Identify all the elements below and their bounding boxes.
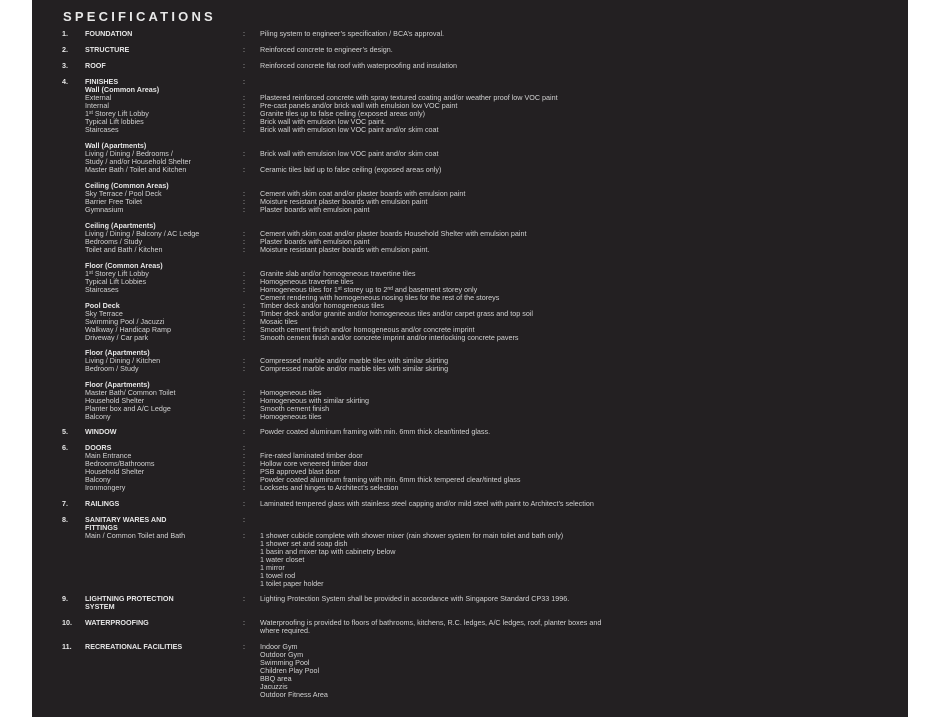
section-number: 6. <box>62 443 68 452</box>
finish-value: Smooth cement finish and/or concrete imprint and/or interlocking concrete pavers <box>260 333 519 342</box>
colon: : <box>243 325 245 334</box>
finish-subheading: Pool Deck <box>85 301 120 310</box>
colon: : <box>243 189 245 198</box>
section-heading: WATERPROOFING <box>85 618 149 627</box>
section-number: 4. <box>62 77 68 86</box>
colon: : <box>243 618 245 627</box>
colon: : <box>243 229 245 238</box>
section-number: 5. <box>62 427 68 436</box>
colon: : <box>243 165 245 174</box>
finish-label: Living / Dining / Kitchen <box>85 356 161 365</box>
finish-value: Brick wall with emulsion low VOC paint and/or skim coat <box>260 149 439 158</box>
finish-label: Balcony <box>85 412 111 421</box>
finish-subheading: Floor (Apartments) <box>85 348 150 357</box>
section-number: 10. <box>62 618 72 627</box>
section-number: 9. <box>62 594 68 603</box>
colon: : <box>243 333 245 342</box>
door-value: PSB approved blast door <box>260 467 340 476</box>
sanitary-label: Main / Common Toilet and Bath <box>85 531 186 540</box>
section-heading: DOORS <box>85 443 112 452</box>
section-number: 3. <box>62 61 68 70</box>
finish-value: Compressed marble and/or marble tiles with similar skirting <box>260 364 449 373</box>
finish-label: Walkway / Handicap Ramp <box>85 325 172 334</box>
facility-item: Outdoor Fitness Area <box>260 690 328 699</box>
finish-value: Granite tiles up to false ceiling (exposed areas only) <box>260 109 426 118</box>
finish-value: Homogeneous tiles <box>260 388 322 397</box>
section-heading: LIGHTNING PROTECTION <box>85 594 174 603</box>
section-heading: RAILINGS <box>85 499 120 508</box>
superscript: st <box>89 270 93 276</box>
colon: : <box>243 29 245 38</box>
finish-value: Moisture resistant plaster boards with emulsion paint. <box>260 245 430 254</box>
section-heading: RECREATIONAL FACILITIES <box>85 642 183 651</box>
colon: : <box>243 101 245 110</box>
finish-value: Homogeneous with similar skirting <box>260 396 370 405</box>
facility-item: Jacuzzis <box>260 682 288 691</box>
finish-label: Swimming Pool / Jacuzzi <box>85 317 165 326</box>
finish-value: Cement with skim coat and/or plaster boards Household Shelter with emulsion paint <box>260 229 527 238</box>
section-value: Reinforced concrete flat roof with waterproofing and insulation <box>260 61 457 70</box>
section-heading: ROOF <box>85 61 106 70</box>
colon: : <box>243 77 245 86</box>
finish-label: Sky Terrace / Pool Deck <box>85 189 162 198</box>
colon: : <box>243 404 245 413</box>
colon: : <box>243 117 245 126</box>
door-value: Fire-rated laminated timber door <box>260 451 363 460</box>
finish-label: Typical Lift Lobbies <box>85 277 147 286</box>
finish-value: Homogeneous tiles <box>260 412 322 421</box>
finish-value: Plaster boards with emulsion paint <box>260 237 370 246</box>
finish-label: External <box>85 93 112 102</box>
finish-label: Barrier Free Toilet <box>85 197 142 206</box>
colon: : <box>243 459 245 468</box>
colon: : <box>243 412 245 421</box>
text-fragment: and basement storey only <box>392 285 478 294</box>
colon: : <box>243 388 245 397</box>
colon: : <box>243 125 245 134</box>
section-heading: STRUCTURE <box>85 45 130 54</box>
colon: : <box>243 317 245 326</box>
facility-item: Children Play Pool <box>260 666 320 675</box>
colon: : <box>243 499 245 508</box>
section-heading: SYSTEM <box>85 602 115 611</box>
finish-value: Ceramic tiles laid up to false ceiling (exposed areas only) <box>260 165 442 174</box>
finish-value: Cement rendering with homogeneous nosing tiles for the rest of the storeys <box>260 293 500 302</box>
finish-label: Bedrooms / Study <box>85 237 143 246</box>
section-heading: WINDOW <box>85 427 117 436</box>
facility-item: Swimming Pool <box>260 658 310 667</box>
colon: : <box>243 594 245 603</box>
section-value: where required. <box>260 626 310 635</box>
sanitary-item: 1 towel rod <box>260 571 296 580</box>
finish-value: Smooth cement finish <box>260 404 330 413</box>
door-value: Powder coated aluminum framing with min. 6mm thick tempered clear/tinted glass <box>260 475 521 484</box>
finish-subheading: Ceiling (Common Areas) <box>85 181 169 190</box>
section-heading: SANITARY WARES AND <box>85 515 167 524</box>
section-value: Laminated tempered glass with stainless steel capping and/or mild steel with paint to Architect’s selection <box>260 499 594 508</box>
facility-item: Outdoor Gym <box>260 650 304 659</box>
section-heading: FITTINGS <box>85 523 118 532</box>
text-fragment: 1 <box>85 269 89 278</box>
finish-label: Bedroom / Study <box>85 364 139 373</box>
colon: : <box>243 149 245 158</box>
section-number: 2. <box>62 45 68 54</box>
door-value: Hollow core veneered timber door <box>260 459 368 468</box>
finish-value: Smooth cement finish and/or homogeneous and/or concrete imprint <box>260 325 475 334</box>
finish-label: Master Bath / Toilet and Kitchen <box>85 165 187 174</box>
section-value: Waterproofing is provided to floors of bathrooms, kitchens, R.C. ledges, A/C ledges, roof, planter boxes and <box>260 618 602 627</box>
finish-value: Granite slab and/or homogeneous travertine tiles <box>260 269 416 278</box>
finish-label: Sky Terrace <box>85 309 123 318</box>
finish-label: Driveway / Car park <box>85 333 149 342</box>
finish-subheading: Floor (Common Areas) <box>85 261 163 270</box>
section-value: Lighting Protection System shall be provided in accordance with Singapore Standard CP33 1996. <box>260 594 570 603</box>
colon: : <box>243 451 245 460</box>
text-fragment: 1 <box>85 109 89 118</box>
sanitary-item: 1 mirror <box>260 563 285 572</box>
colon: : <box>243 356 245 365</box>
sanitary-item: 1 water closet <box>260 555 305 564</box>
sanitary-item: 1 shower set and soap dish <box>260 539 348 548</box>
finish-value: Moisture resistant plaster boards with emulsion paint <box>260 197 428 206</box>
superscript: st <box>337 286 342 292</box>
door-label: Household Shelter <box>85 467 145 476</box>
door-label: Balcony <box>85 475 111 484</box>
sanitary-item: 1 shower cubicle complete with shower mixer (rain shower system for main toilet and bath only) <box>260 531 564 540</box>
finish-value: Compressed marble and/or marble tiles with similar skirting <box>260 356 449 365</box>
colon: : <box>243 364 245 373</box>
section-number: 8. <box>62 515 68 524</box>
section-value: Reinforced concrete to engineer’s design. <box>260 45 393 54</box>
colon: : <box>243 45 245 54</box>
specifications-sheet <box>32 0 908 717</box>
colon: : <box>243 642 245 651</box>
section-value: Piling system to engineer’s specification / BCA’s approval. <box>260 29 445 38</box>
colon: : <box>243 237 245 246</box>
colon: : <box>243 301 245 310</box>
finish-label: Staircases <box>85 285 119 294</box>
colon: : <box>243 277 245 286</box>
finish-label: Household Shelter <box>85 396 145 405</box>
finish-value: Homogeneous travertine tiles <box>260 277 354 286</box>
superscript: st <box>89 110 93 116</box>
colon: : <box>243 396 245 405</box>
finish-value: Pre-cast panels and/or brick wall with emulsion low VOC paint <box>260 101 458 110</box>
finish-subheading: Wall (Apartments) <box>85 141 147 150</box>
sanitary-item: 1 basin and mixer tap with cabinetry below <box>260 547 396 556</box>
finish-label: Master Bath/ Common Toilet <box>85 388 176 397</box>
text-fragment: Storey Lift Lobby <box>92 269 149 278</box>
colon: : <box>243 245 245 254</box>
colon: : <box>243 109 245 118</box>
page-title: SPECIFICATIONS <box>63 9 216 24</box>
colon: : <box>243 309 245 318</box>
finish-label: Typical Lift lobbies <box>85 117 144 126</box>
door-label: Ironmongery <box>85 483 126 492</box>
colon: : <box>243 443 245 452</box>
finish-label: Living / Dining / Balcony / AC Ledge <box>85 229 200 238</box>
section-number: 7. <box>62 499 68 508</box>
colon: : <box>243 531 245 540</box>
finish-value: Plaster boards with emulsion paint <box>260 205 370 214</box>
finish-subheading: Wall (Common Areas) <box>85 85 160 94</box>
finish-value: Brick wall with emulsion low VOC paint. <box>260 117 386 126</box>
finish-label: Internal <box>85 101 109 110</box>
door-label: Bedrooms/Bathrooms <box>85 459 155 468</box>
finish-value: Cement with skim coat and/or plaster boards with emulsion paint <box>260 189 466 198</box>
text-fragment: Storey Lift Lobby <box>92 109 149 118</box>
facility-item: Indoor Gym <box>260 642 298 651</box>
finish-subheading: Floor (Apartments) <box>85 380 150 389</box>
colon: : <box>243 61 245 70</box>
superscript: nd <box>387 286 393 292</box>
text-fragment: storey up to 2 <box>341 285 388 294</box>
finish-label: Staircases <box>85 125 119 134</box>
finish-value: Timber deck and/or homogeneous tiles <box>260 301 384 310</box>
text-fragment: Homogeneous tiles for 1 <box>260 285 338 294</box>
colon: : <box>243 475 245 484</box>
section-heading: FINISHES <box>85 77 119 86</box>
finish-label: Toilet and Bath / Kitchen <box>85 245 163 254</box>
section-number: 1. <box>62 29 68 38</box>
colon: : <box>243 205 245 214</box>
colon: : <box>243 197 245 206</box>
colon: : <box>243 427 245 436</box>
colon: : <box>243 467 245 476</box>
finish-value: Brick wall with emulsion low VOC paint and/or skim coat <box>260 125 439 134</box>
section-number: 11. <box>62 642 72 651</box>
finish-subheading: Ceiling (Apartments) <box>85 221 156 230</box>
finish-label: Planter box and A/C Ledge <box>85 404 171 413</box>
door-label: Main Entrance <box>85 451 132 460</box>
door-value: Locksets and hinges to Architect’s selection <box>260 483 399 492</box>
finish-value: Mosaic tiles <box>260 317 298 326</box>
colon: : <box>243 483 245 492</box>
finish-label: Living / Dining / Bedrooms / <box>85 149 173 158</box>
section-heading: FOUNDATION <box>85 29 133 38</box>
section-value: Powder coated aluminum framing with min. 6mm thick clear/tinted glass. <box>260 427 491 436</box>
finish-label: Gymnasium <box>85 205 124 214</box>
colon: : <box>243 515 245 524</box>
finish-value: Plastered reinforced concrete with spray textured coating and/or weather proof low VOC paint <box>260 93 558 102</box>
colon: : <box>243 285 245 294</box>
colon: : <box>243 269 245 278</box>
colon: : <box>243 93 245 102</box>
finish-value: Timber deck and/or granite and/or homogeneous tiles and/or carpet grass and top soil <box>260 309 534 318</box>
facility-item: BBQ area <box>260 674 292 683</box>
finish-label: Study / and/or Household Shelter <box>85 157 191 166</box>
sanitary-item: 1 toilet paper holder <box>260 579 324 588</box>
